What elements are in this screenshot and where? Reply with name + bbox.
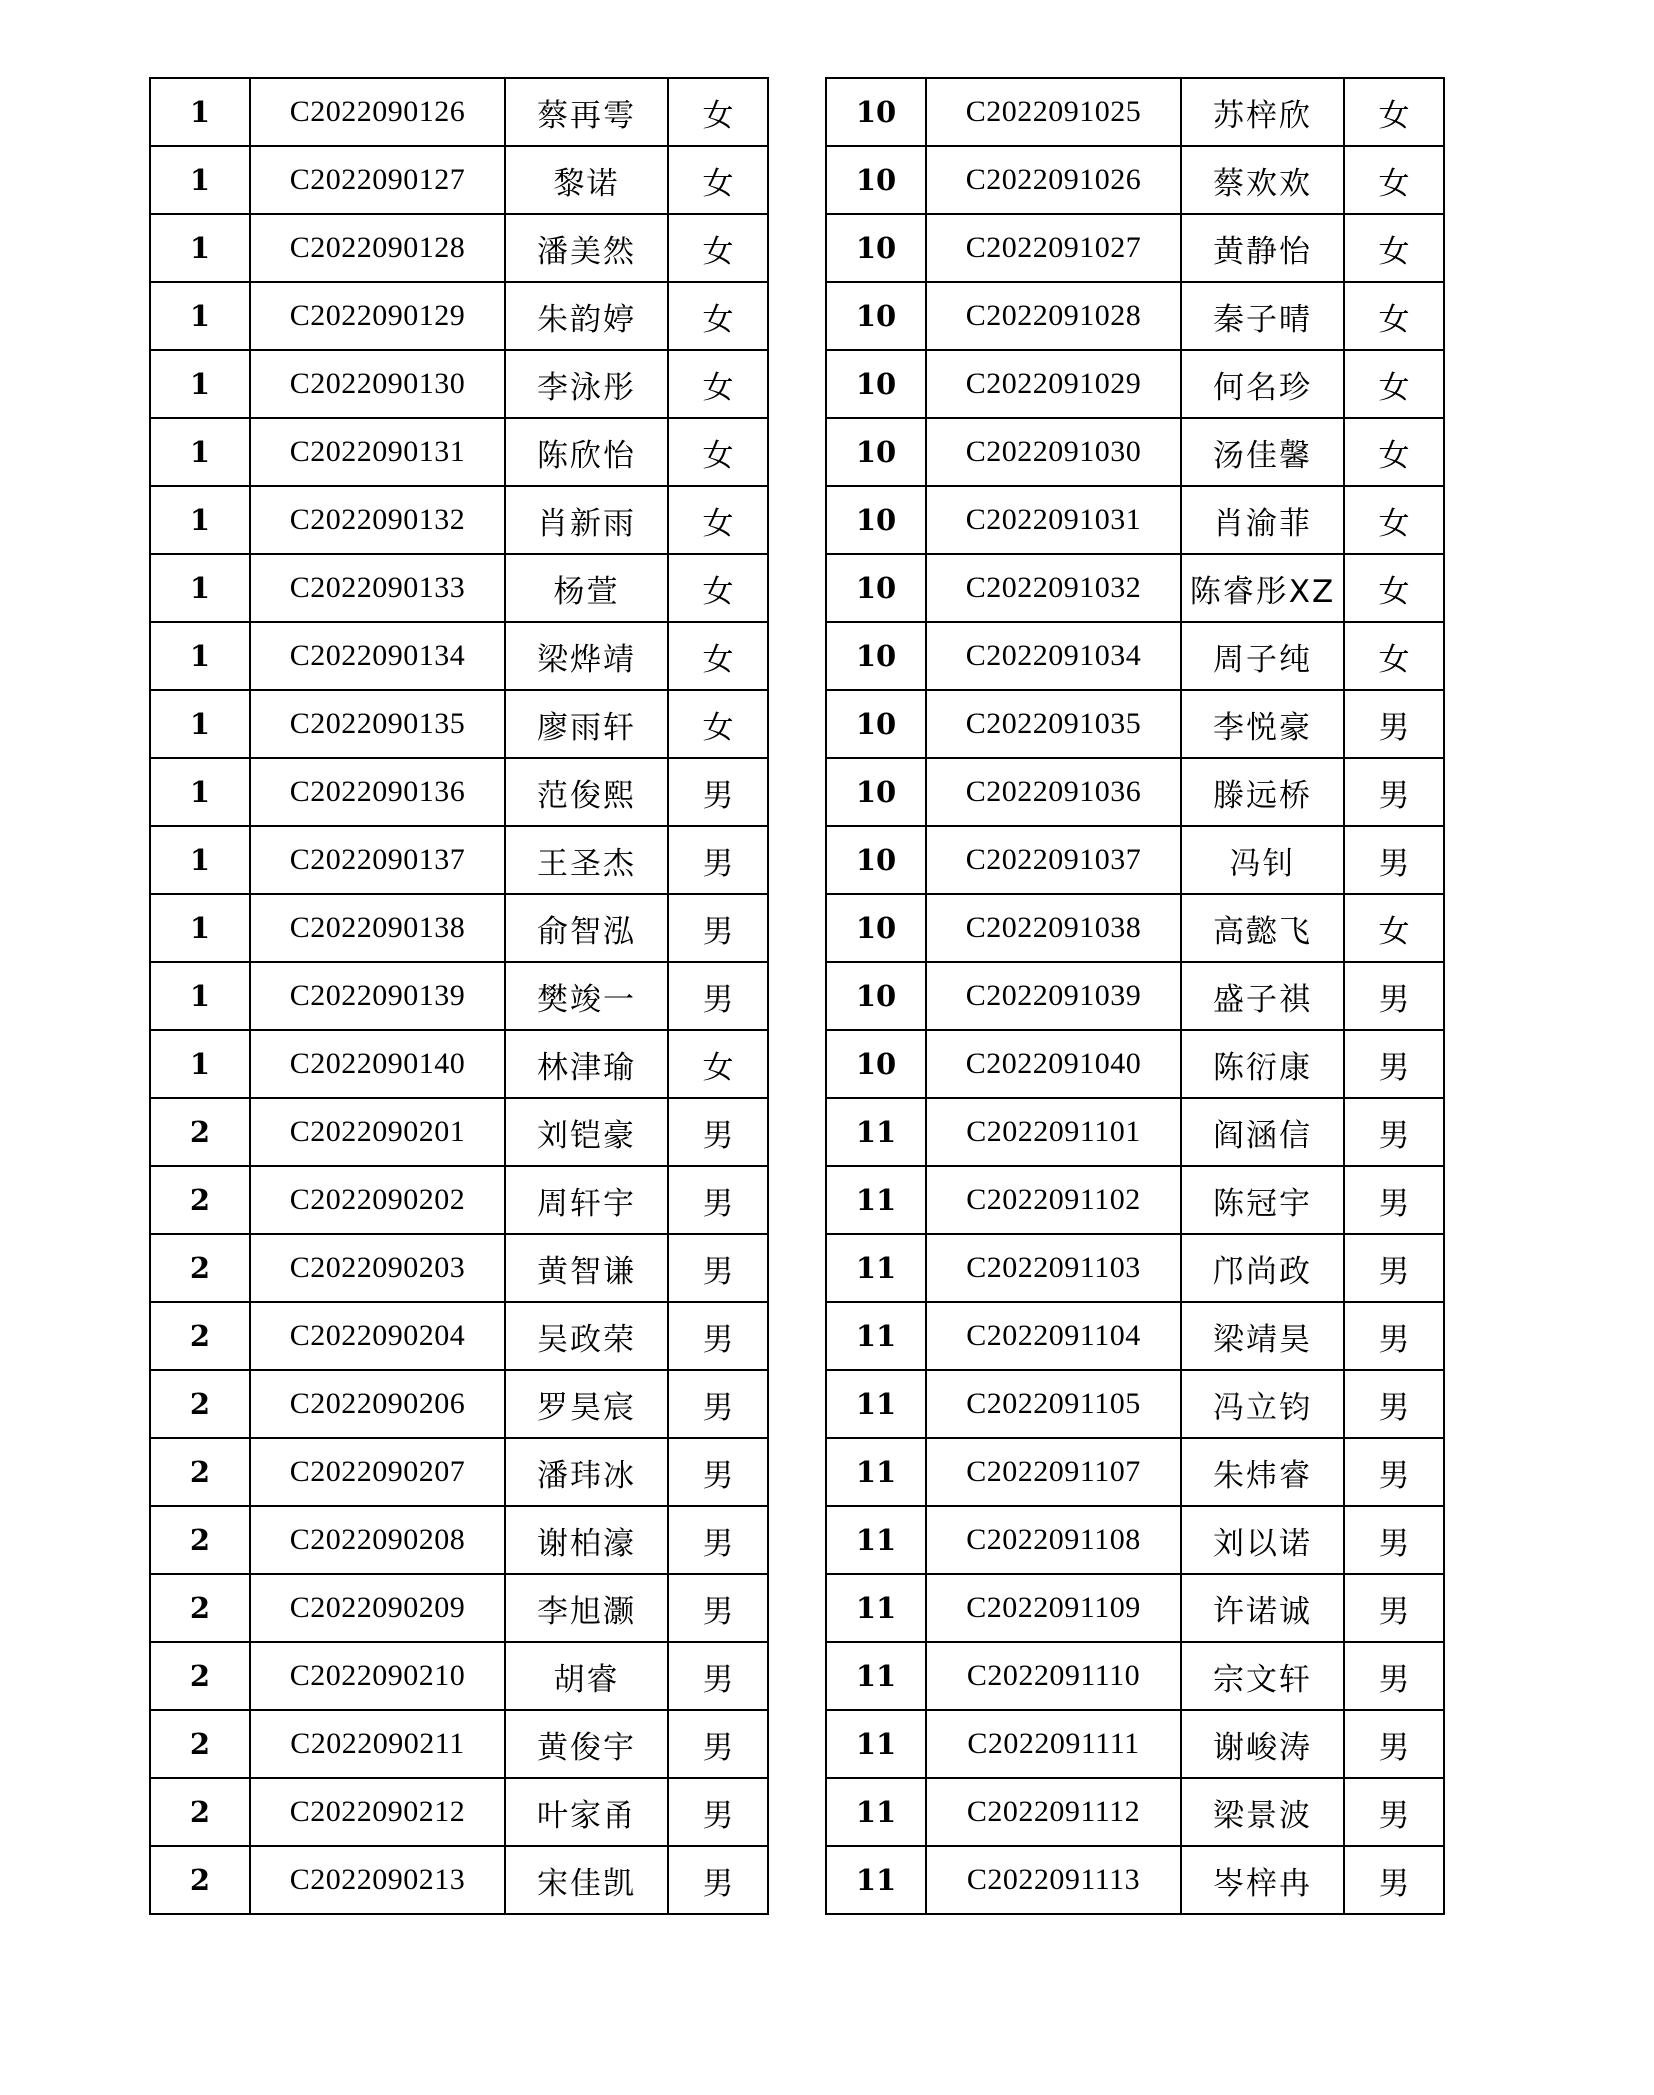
class-number-cell: 11 <box>826 1302 926 1370</box>
table-row <box>150 1098 768 1166</box>
gender-cell: 男 <box>668 1234 768 1302</box>
class-number-cell: 10 <box>826 282 926 350</box>
student-id-cell: C2022090207 <box>250 1438 505 1506</box>
class-number-cell: 11 <box>826 1846 926 1914</box>
student-name-cell: 俞智泓 <box>505 894 668 962</box>
table-row <box>826 1234 1444 1302</box>
table-row <box>826 1574 1444 1642</box>
class-number-cell: 2 <box>150 1642 250 1710</box>
student-id-cell: C2022090140 <box>250 1030 505 1098</box>
class-number-cell: 2 <box>150 1778 250 1846</box>
gender-cell: 女 <box>668 486 768 554</box>
student-id-cell: C2022091036 <box>926 758 1181 826</box>
table-row <box>150 690 768 758</box>
student-id-cell: C2022090127 <box>250 146 505 214</box>
table-row <box>150 486 768 554</box>
table-row <box>826 962 1444 1030</box>
gender-cell: 男 <box>668 894 768 962</box>
roster-table-left <box>149 77 769 1915</box>
table-row <box>150 1302 768 1370</box>
student-name-cell: 秦子晴 <box>1181 282 1344 350</box>
class-number-cell: 11 <box>826 1574 926 1642</box>
student-id-cell: C2022090130 <box>250 350 505 418</box>
student-name-cell: 潘玮冰 <box>505 1438 668 1506</box>
student-id-cell: C2022091108 <box>926 1506 1181 1574</box>
student-name-cell: 林津瑜 <box>505 1030 668 1098</box>
table-row <box>150 350 768 418</box>
student-name-cell: 潘美然 <box>505 214 668 282</box>
student-name-cell: 王圣杰 <box>505 826 668 894</box>
gender-cell: 女 <box>1344 418 1444 486</box>
student-name-cell: 叶家甬 <box>505 1778 668 1846</box>
student-name-cell: 范俊熙 <box>505 758 668 826</box>
roster-table-left-body <box>150 78 768 1914</box>
table-row <box>826 146 1444 214</box>
gender-cell: 男 <box>668 1438 768 1506</box>
student-id-cell: C2022091025 <box>926 78 1181 146</box>
student-name-cell: 梁景波 <box>1181 1778 1344 1846</box>
student-name-cell: 岑梓冉 <box>1181 1846 1344 1914</box>
student-id-cell: C2022090132 <box>250 486 505 554</box>
table-row <box>150 214 768 282</box>
class-number-cell: 10 <box>826 554 926 622</box>
student-name-cell: 谢柏濠 <box>505 1506 668 1574</box>
gender-cell: 男 <box>1344 1642 1444 1710</box>
student-id-cell: C2022091040 <box>926 1030 1181 1098</box>
table-row <box>826 214 1444 282</box>
student-id-cell: C2022091109 <box>926 1574 1181 1642</box>
table-row <box>150 554 768 622</box>
student-id-cell: C2022091029 <box>926 350 1181 418</box>
student-id-cell: C2022090212 <box>250 1778 505 1846</box>
table-row <box>150 1778 768 1846</box>
student-id-cell: C2022091104 <box>926 1302 1181 1370</box>
student-id-cell: C2022090131 <box>250 418 505 486</box>
table-row <box>150 1574 768 1642</box>
class-number-cell: 1 <box>150 350 250 418</box>
class-number-cell: 10 <box>826 962 926 1030</box>
table-row <box>150 1234 768 1302</box>
table-row <box>150 1642 768 1710</box>
table-row <box>826 554 1444 622</box>
gender-cell: 女 <box>668 350 768 418</box>
table-row <box>150 622 768 690</box>
class-number-cell: 1 <box>150 554 250 622</box>
class-number-cell: 2 <box>150 1098 250 1166</box>
table-row <box>150 1710 768 1778</box>
student-name-cell: 许诺诚 <box>1181 1574 1344 1642</box>
gender-cell: 女 <box>668 78 768 146</box>
table-row <box>826 1710 1444 1778</box>
student-name-cell: 黎诺 <box>505 146 668 214</box>
student-id-cell: C2022091105 <box>926 1370 1181 1438</box>
gender-cell: 女 <box>1344 486 1444 554</box>
gender-cell: 男 <box>1344 1370 1444 1438</box>
roster-table-right <box>825 77 1445 1915</box>
table-row <box>150 1846 768 1914</box>
student-id-cell: C2022091031 <box>926 486 1181 554</box>
student-name-cell: 刘铠豪 <box>505 1098 668 1166</box>
gender-cell: 女 <box>668 622 768 690</box>
student-name-cell: 胡睿 <box>505 1642 668 1710</box>
gender-cell: 女 <box>668 690 768 758</box>
gender-cell: 男 <box>1344 690 1444 758</box>
gender-cell: 男 <box>668 1710 768 1778</box>
gender-cell: 女 <box>1344 146 1444 214</box>
student-name-cell: 谢峻涛 <box>1181 1710 1344 1778</box>
student-name-cell: 陈睿彤XZ <box>1181 554 1344 622</box>
gender-cell: 女 <box>1344 78 1444 146</box>
student-name-cell: 宋佳凯 <box>505 1846 668 1914</box>
gender-cell: 女 <box>668 418 768 486</box>
student-name-cell: 朱炜睿 <box>1181 1438 1344 1506</box>
class-number-cell: 1 <box>150 758 250 826</box>
table-row <box>826 282 1444 350</box>
table-row <box>826 758 1444 826</box>
class-number-cell: 2 <box>150 1234 250 1302</box>
student-id-cell: C2022090206 <box>250 1370 505 1438</box>
table-row <box>150 1030 768 1098</box>
gender-cell: 男 <box>1344 826 1444 894</box>
class-number-cell: 1 <box>150 486 250 554</box>
class-number-cell: 11 <box>826 1438 926 1506</box>
student-name-cell: 周轩宇 <box>505 1166 668 1234</box>
student-name-cell: 吴政荣 <box>505 1302 668 1370</box>
student-name-cell: 滕远桥 <box>1181 758 1344 826</box>
student-name-cell: 高懿飞 <box>1181 894 1344 962</box>
class-number-cell: 1 <box>150 146 250 214</box>
table-row <box>826 1642 1444 1710</box>
table-row <box>150 826 768 894</box>
student-id-cell: C2022090139 <box>250 962 505 1030</box>
table-row <box>826 1370 1444 1438</box>
table-row <box>150 1370 768 1438</box>
class-number-cell: 2 <box>150 1302 250 1370</box>
student-id-cell: C2022090135 <box>250 690 505 758</box>
student-name-cell: 李泳彤 <box>505 350 668 418</box>
student-name-cell: 罗昊宸 <box>505 1370 668 1438</box>
gender-cell: 男 <box>668 1574 768 1642</box>
student-id-cell: C2022091107 <box>926 1438 1181 1506</box>
gender-cell: 男 <box>1344 1234 1444 1302</box>
gender-cell: 男 <box>668 1302 768 1370</box>
student-name-cell: 何名珍 <box>1181 350 1344 418</box>
student-id-cell: C2022091032 <box>926 554 1181 622</box>
table-row <box>826 826 1444 894</box>
class-number-cell: 10 <box>826 350 926 418</box>
gender-cell: 男 <box>1344 758 1444 826</box>
student-id-cell: C2022091110 <box>926 1642 1181 1710</box>
class-number-cell: 2 <box>150 1574 250 1642</box>
student-id-cell: C2022091026 <box>926 146 1181 214</box>
table-row <box>150 1166 768 1234</box>
student-id-cell: C2022091028 <box>926 282 1181 350</box>
class-number-cell: 2 <box>150 1846 250 1914</box>
gender-cell: 男 <box>668 1370 768 1438</box>
student-id-cell: C2022090211 <box>250 1710 505 1778</box>
class-number-cell: 10 <box>826 622 926 690</box>
student-name-cell: 李旭灏 <box>505 1574 668 1642</box>
class-number-cell: 2 <box>150 1710 250 1778</box>
gender-cell: 男 <box>1344 1302 1444 1370</box>
gender-cell: 男 <box>1344 1710 1444 1778</box>
student-name-cell: 蔡再雩 <box>505 78 668 146</box>
student-id-cell: C2022091034 <box>926 622 1181 690</box>
table-row <box>150 418 768 486</box>
class-number-cell: 10 <box>826 1030 926 1098</box>
class-number-cell: 1 <box>150 418 250 486</box>
gender-cell: 女 <box>668 1030 768 1098</box>
class-number-cell: 10 <box>826 690 926 758</box>
student-name-cell: 朱韵婷 <box>505 282 668 350</box>
gender-cell: 男 <box>668 962 768 1030</box>
gender-cell: 男 <box>668 1166 768 1234</box>
student-id-cell: C2022090210 <box>250 1642 505 1710</box>
table-row <box>826 1302 1444 1370</box>
table-row <box>826 486 1444 554</box>
student-name-cell: 肖渝菲 <box>1181 486 1344 554</box>
student-id-cell: C2022091037 <box>926 826 1181 894</box>
class-number-cell: 10 <box>826 78 926 146</box>
student-id-cell: C2022091027 <box>926 214 1181 282</box>
gender-cell: 男 <box>1344 962 1444 1030</box>
roster-table-right-body <box>826 78 1444 1914</box>
class-number-cell: 11 <box>826 1710 926 1778</box>
student-name-cell: 李悦豪 <box>1181 690 1344 758</box>
gender-cell: 女 <box>668 282 768 350</box>
class-number-cell: 11 <box>826 1166 926 1234</box>
student-id-cell: C2022091111 <box>926 1710 1181 1778</box>
student-id-cell: C2022090129 <box>250 282 505 350</box>
table-row <box>150 282 768 350</box>
gender-cell: 男 <box>1344 1574 1444 1642</box>
class-number-cell: 10 <box>826 758 926 826</box>
student-name-cell: 黄静怡 <box>1181 214 1344 282</box>
gender-cell: 男 <box>668 1846 768 1914</box>
class-number-cell: 10 <box>826 418 926 486</box>
student-id-cell: C2022090201 <box>250 1098 505 1166</box>
table-row <box>150 962 768 1030</box>
student-name-cell: 苏梓欣 <box>1181 78 1344 146</box>
student-name-cell: 冯立钧 <box>1181 1370 1344 1438</box>
gender-cell: 女 <box>668 214 768 282</box>
class-number-cell: 10 <box>826 826 926 894</box>
class-number-cell: 11 <box>826 1506 926 1574</box>
gender-cell: 男 <box>668 1642 768 1710</box>
student-name-cell: 肖新雨 <box>505 486 668 554</box>
gender-cell: 女 <box>1344 622 1444 690</box>
student-name-cell: 刘以诺 <box>1181 1506 1344 1574</box>
gender-cell: 男 <box>668 1506 768 1574</box>
table-row <box>826 1098 1444 1166</box>
table-row <box>150 146 768 214</box>
table-row <box>826 1166 1444 1234</box>
gender-cell: 男 <box>1344 1846 1444 1914</box>
class-number-cell: 11 <box>826 1098 926 1166</box>
table-row <box>150 78 768 146</box>
table-row <box>826 350 1444 418</box>
student-id-cell: C2022090134 <box>250 622 505 690</box>
table-row <box>826 78 1444 146</box>
gender-cell: 女 <box>1344 282 1444 350</box>
student-id-cell: C2022091103 <box>926 1234 1181 1302</box>
student-id-cell: C2022090128 <box>250 214 505 282</box>
class-number-cell: 10 <box>826 146 926 214</box>
table-row <box>826 1846 1444 1914</box>
class-number-cell: 1 <box>150 1030 250 1098</box>
gender-cell: 女 <box>668 554 768 622</box>
student-name-cell: 冯钊 <box>1181 826 1344 894</box>
student-id-cell: C2022091035 <box>926 690 1181 758</box>
student-name-cell: 盛子祺 <box>1181 962 1344 1030</box>
gender-cell: 男 <box>668 1098 768 1166</box>
student-id-cell: C2022091102 <box>926 1166 1181 1234</box>
student-id-cell: C2022090213 <box>250 1846 505 1914</box>
student-id-cell: C2022090203 <box>250 1234 505 1302</box>
student-name-cell: 黄智谦 <box>505 1234 668 1302</box>
class-number-cell: 2 <box>150 1438 250 1506</box>
table-row <box>826 690 1444 758</box>
student-name-cell: 蔡欢欢 <box>1181 146 1344 214</box>
student-id-cell: C2022090136 <box>250 758 505 826</box>
student-name-cell: 陈衍康 <box>1181 1030 1344 1098</box>
student-name-cell: 梁烨靖 <box>505 622 668 690</box>
class-number-cell: 1 <box>150 690 250 758</box>
class-number-cell: 11 <box>826 1778 926 1846</box>
class-number-cell: 1 <box>150 622 250 690</box>
student-name-cell: 陈欣怡 <box>505 418 668 486</box>
table-row <box>150 758 768 826</box>
student-name-cell: 周子纯 <box>1181 622 1344 690</box>
class-number-cell: 11 <box>826 1370 926 1438</box>
table-row <box>150 1506 768 1574</box>
table-row <box>150 894 768 962</box>
gender-cell: 女 <box>1344 214 1444 282</box>
student-id-cell: C2022090202 <box>250 1166 505 1234</box>
gender-cell: 女 <box>1344 350 1444 418</box>
student-id-cell: C2022091101 <box>926 1098 1181 1166</box>
gender-cell: 男 <box>668 1778 768 1846</box>
student-name-cell: 宗文轩 <box>1181 1642 1344 1710</box>
student-id-cell: C2022091113 <box>926 1846 1181 1914</box>
student-id-cell: C2022090133 <box>250 554 505 622</box>
student-name-cell: 陈冠宇 <box>1181 1166 1344 1234</box>
class-number-cell: 11 <box>826 1642 926 1710</box>
class-number-cell: 1 <box>150 826 250 894</box>
student-name-cell: 阎涵信 <box>1181 1098 1344 1166</box>
gender-cell: 男 <box>1344 1506 1444 1574</box>
gender-cell: 男 <box>668 826 768 894</box>
table-row <box>826 1778 1444 1846</box>
gender-cell: 男 <box>1344 1166 1444 1234</box>
gender-cell: 男 <box>668 758 768 826</box>
table-row <box>150 1438 768 1506</box>
student-id-cell: C2022091112 <box>926 1778 1181 1846</box>
student-id-cell: C2022090209 <box>250 1574 505 1642</box>
student-id-cell: C2022091030 <box>926 418 1181 486</box>
gender-cell: 女 <box>1344 554 1444 622</box>
student-id-cell: C2022090204 <box>250 1302 505 1370</box>
student-name-cell: 樊竣一 <box>505 962 668 1030</box>
student-name-cell: 邝尚政 <box>1181 1234 1344 1302</box>
gender-cell: 男 <box>1344 1030 1444 1098</box>
student-name-cell: 廖雨轩 <box>505 690 668 758</box>
class-number-cell: 1 <box>150 78 250 146</box>
student-id-cell: C2022091039 <box>926 962 1181 1030</box>
gender-cell: 男 <box>1344 1438 1444 1506</box>
class-number-cell: 1 <box>150 214 250 282</box>
table-row <box>826 1506 1444 1574</box>
class-number-cell: 1 <box>150 962 250 1030</box>
student-id-cell: C2022090138 <box>250 894 505 962</box>
table-row <box>826 622 1444 690</box>
class-number-cell: 1 <box>150 282 250 350</box>
class-number-cell: 10 <box>826 486 926 554</box>
class-number-cell: 2 <box>150 1370 250 1438</box>
student-id-cell: C2022090137 <box>250 826 505 894</box>
gender-cell: 女 <box>1344 894 1444 962</box>
table-row <box>826 1438 1444 1506</box>
student-id-cell: C2022090208 <box>250 1506 505 1574</box>
gender-cell: 女 <box>668 146 768 214</box>
student-name-cell: 梁靖昊 <box>1181 1302 1344 1370</box>
class-number-cell: 1 <box>150 894 250 962</box>
student-id-cell: C2022090126 <box>250 78 505 146</box>
table-row <box>826 1030 1444 1098</box>
student-name-cell: 黄俊宇 <box>505 1710 668 1778</box>
class-number-cell: 10 <box>826 214 926 282</box>
gender-cell: 男 <box>1344 1778 1444 1846</box>
student-name-cell: 汤佳馨 <box>1181 418 1344 486</box>
student-name-cell: 杨萱 <box>505 554 668 622</box>
class-number-cell: 2 <box>150 1506 250 1574</box>
class-number-cell: 10 <box>826 894 926 962</box>
gender-cell: 男 <box>1344 1098 1444 1166</box>
student-id-cell: C2022091038 <box>926 894 1181 962</box>
table-row <box>826 894 1444 962</box>
class-number-cell: 2 <box>150 1166 250 1234</box>
table-row <box>826 418 1444 486</box>
class-number-cell: 11 <box>826 1234 926 1302</box>
